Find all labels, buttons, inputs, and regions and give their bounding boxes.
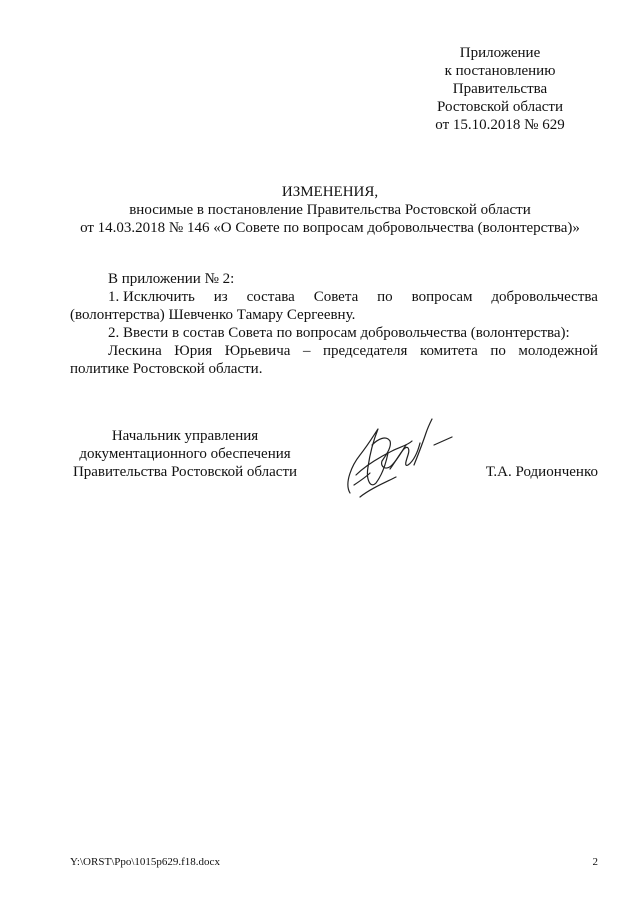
item-1-continuation: (волонтерства) Шевченко Тамару Сергеевну. <box>70 307 356 323</box>
item-2-word: комитета <box>419 343 478 359</box>
position-line-3: Правительства Ростовской области <box>72 464 298 480</box>
item-1-word: добровольчества <box>491 289 598 305</box>
item-1-word: из <box>213 289 228 305</box>
item-2-word: по <box>490 343 506 359</box>
annex-line-2: к постановлению <box>444 63 556 79</box>
item-2-continuation: политике Ростовской области. <box>70 361 263 377</box>
item-2-entry-first-line <box>108 342 598 360</box>
item-1-word: 1. Исключить <box>108 289 195 305</box>
heading-subtitle: вносимые в постановление Правительства Ростовской области <box>129 202 531 218</box>
page-number: 2 <box>592 856 598 868</box>
footer-file-path: Y:\ORST\Ppo\1015p629.f18.docx <box>70 856 220 868</box>
annex-header <box>402 44 598 134</box>
item-2-word: председателя <box>322 343 408 359</box>
document-heading <box>60 183 600 237</box>
annex-line-3: Правительства <box>452 81 548 97</box>
annex-line-5: от 15.10.2018 № 629 <box>435 117 565 133</box>
document-body <box>70 270 598 378</box>
signer-name: Т.А. Родионченко <box>485 464 598 480</box>
item-2-word: – <box>302 343 311 359</box>
item-2-word: Юрьевича <box>224 343 291 359</box>
item-2-paragraph: 2. Ввести в состав Совета по вопросам добровольчества (волонтерства): <box>108 325 570 341</box>
position-line-1: Начальник управления <box>111 428 259 444</box>
handwritten-signature <box>330 405 460 505</box>
item-2-word: Юрия <box>174 343 213 359</box>
item-1-word: по <box>377 289 393 305</box>
item-1-word: вопросам <box>411 289 473 305</box>
annex-line-4: Ростовской области <box>437 99 563 115</box>
item-2-word: молодежной <box>518 343 598 359</box>
item-1-word: состава <box>246 289 295 305</box>
annex-line-1: Приложение <box>459 45 541 61</box>
item-1-first-line <box>108 288 598 306</box>
heading-reference: от 14.03.2018 № 146 «О Совете по вопросам добровольчества (волонтерства)» <box>80 220 580 236</box>
heading-title: ИЗМЕНЕНИЯ, <box>281 184 379 200</box>
position-line-2: документационного обеспечения <box>79 446 291 462</box>
signatory-position <box>40 427 330 481</box>
item-2-word: Лескина <box>108 343 162 359</box>
intro-paragraph: В приложении № 2: <box>108 271 235 287</box>
item-1-word: Совета <box>313 289 359 305</box>
